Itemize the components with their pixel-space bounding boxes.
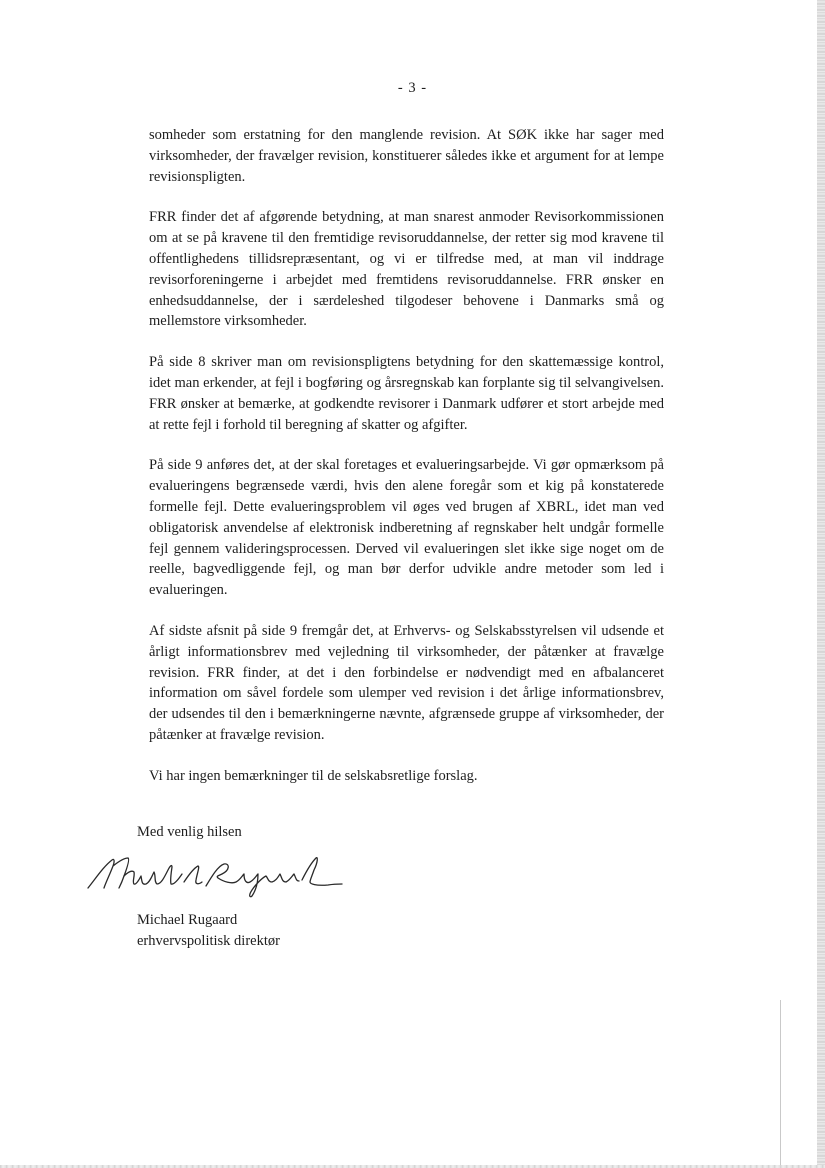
paragraph-no-remarks: Vi har ingen bemærkninger til de selskabsretlige forslag.: [149, 767, 478, 784]
letter-body: [149, 125, 664, 787]
scan-artifact-line: [780, 1000, 781, 1168]
signer-name: Michael Rugaard: [137, 912, 238, 928]
page-number: - 3 -: [397, 80, 428, 96]
scan-edge-right: [817, 0, 825, 1168]
paragraph-information-letter: Af sidste afsnit på side 9 fremgår det, at Erhvervs- og Selskabsstyrelsen vil udsende et årligt informationsbrev med vejledning til virksomheder, der påtænker at fravælge revision. FRR finder, at det i den forbindelse er nødvendigt med en afbalanceret information om såvel fordele som ulemper ved revision i det årlige informationsbrev, der udsendes til den i bemærkningerne nævnte, afgrænsede gruppe af virksomheder, der påtænker at fravælge revision.: [149, 622, 664, 743]
paragraph-revisor-education: FRR finder det af afgørende betydning, at man snarest anmoder Revisorkommissionen om at se på kravene til den fremtidige revisoruddannelse, der retter sig mod kravene til offentlighedens tillidsrepræsentant, og vi er tilfredse med, at man vil inddrage revisorforeningerne i arbejdet med fremtidens revisoruddannelse. FRR ønsker en enhedsuddannelse, der i særdeleshed tilgodeser behovene i Danmarks små og mellemstore virksomheder.: [149, 209, 664, 330]
paragraph-evaluation: På side 9 anføres det, at der skal foretages et evalueringsarbejde. Vi gør opmærksom på evalueringens begrænsede værdi, hvis den alene foregår som et kig på konstaterede formelle fejl. Dette evalueringsproblem vil øges ved brugen af XBRL, idet man ved obligatorisk anvendelse af elektronisk indberetning af regnskaber helt undgår formelle fejl gennem valideringsprocessen. Derved vil evalueringen slet ikke sige noget om de reelle, bagvedliggende fejl, og man bør derfor udvikle andre metoder som led i evalueringen.: [149, 457, 664, 599]
closing-greeting: Med venlig hilsen: [137, 824, 242, 840]
paragraph-continuation: somheder som erstatning for den manglende revision. At SØK ikke har sager med virksomheder, der fravælger revision, konstituerer således ikke et argument for at lempe revisionspligten.: [149, 127, 664, 185]
handwritten-signature: [84, 852, 344, 900]
signer-block: [137, 910, 280, 951]
paragraph-tax-control: På side 8 skriver man om revisionspligtens betydning for den skattemæssige kontrol, idet man erkender, at fejl i bogføring og årsregnskab kan forplante sig til selvangivelsen. FRR ønsker at bemærke, at godkendte revisorer i Danmark udfører et stort arbejde med at rette fejl i forhold til beregning af skatter og afgifter.: [149, 354, 664, 433]
signer-title: erhvervspolitisk direktør: [137, 932, 280, 949]
